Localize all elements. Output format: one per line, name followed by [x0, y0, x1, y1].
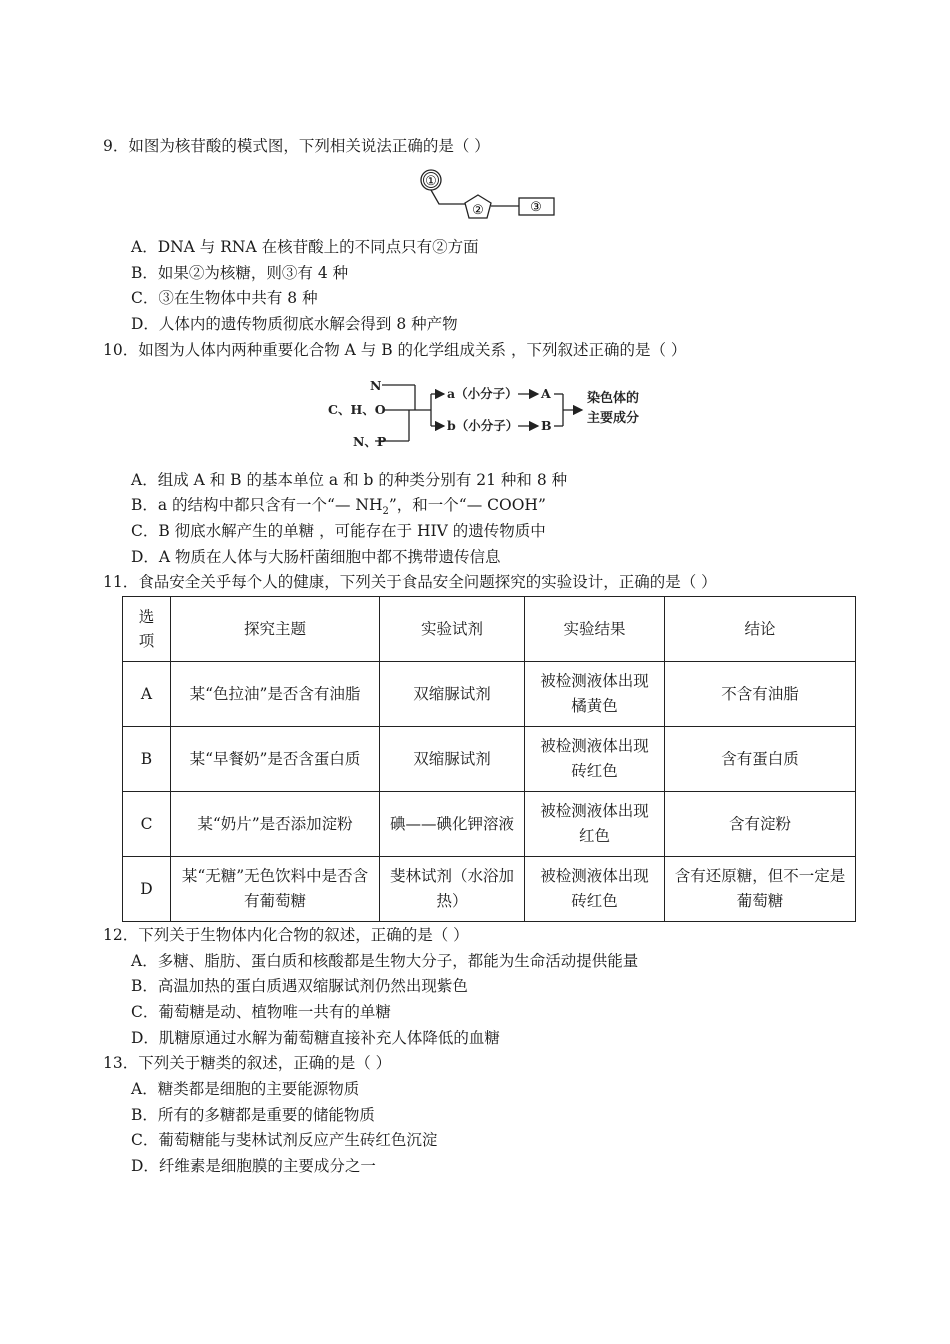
phosphate-label: ① — [425, 174, 437, 189]
q10-option-b-post: ”，和一个“— COOH” — [388, 496, 546, 514]
header-topic: 探究主题 — [171, 597, 380, 662]
header-result: 实验结果 — [525, 597, 665, 662]
table-cell: 被检测液体出现砖红色 — [525, 727, 665, 792]
compound-a: A — [541, 386, 551, 401]
table-cell: D — [123, 857, 171, 922]
header-conclusion: 结论 — [665, 597, 856, 662]
header-reagent: 实验试剂 — [380, 597, 525, 662]
q10-option-c: C．B 彻底水解产生的单糖 ，可能存在于 HIV 的遗传物质中 — [131, 522, 546, 540]
table-cell: 被检测液体出现红色 — [525, 792, 665, 857]
element-np: N、P — [353, 434, 387, 449]
q9-option-c: C．③在生物体中共有 8 种 — [131, 289, 318, 307]
q13-option-d: D．纤维素是细胞膜的主要成分之一 — [131, 1157, 376, 1175]
table-cell: 被检测液体出现橘黄色 — [525, 662, 665, 727]
table-row — [123, 792, 856, 857]
table-cell: 某“无糖”无色饮料中是否含有葡萄糖 — [171, 857, 380, 922]
table-cell: A — [123, 662, 171, 727]
a-label: a（小分子） — [447, 386, 518, 401]
table-cell: 双缩脲试剂 — [380, 662, 525, 727]
table-header-row — [123, 597, 856, 662]
sugar-label: ② — [472, 203, 484, 218]
b-label: b（小分子） — [447, 418, 519, 433]
table-cell: B — [123, 727, 171, 792]
element-n: N — [370, 378, 382, 393]
q13-option-a: A．糖类都是细胞的主要能源物质 — [131, 1080, 360, 1098]
q9-option-a: A．DNA 与 RNA 在核苷酸上的不同点只有②方面 — [131, 238, 479, 256]
table-cell: 碘——碘化钾溶液 — [380, 792, 525, 857]
result-line2: 主要成分 — [587, 411, 640, 426]
q9-option-b: B．如果②为核糖，则③有 4 种 — [131, 264, 349, 282]
table-cell: C — [123, 792, 171, 857]
q10-option-d: D．A 物质在人体与大肠杆菌细胞中都不携带遗传信息 — [131, 548, 501, 566]
q12-stem: 12．下列关于生物体内化合物的叙述，正确的是（ ） — [103, 926, 469, 944]
q9-stem: 9．如图为核苷酸的模式图，下列相关说法正确的是（ ） — [103, 137, 490, 155]
table-cell: 含有淀粉 — [665, 792, 856, 857]
q12-option-c: C．葡萄糖是动、植物唯一共有的单糖 — [131, 1003, 391, 1021]
table-cell: 含有蛋白质 — [665, 727, 856, 792]
table-cell: 不含有油脂 — [665, 662, 856, 727]
compound-b: B — [541, 418, 552, 433]
table-cell: 含有还原糖，但不一定是葡萄糖 — [665, 857, 856, 922]
table-cell: 斐林试剂（水浴加热） — [380, 857, 525, 922]
base-label: ③ — [530, 200, 542, 215]
q10-stem: 10．如图为人体内两种重要化合物 A 与 B 的化学组成关系 ，下列叙述正确的是（ ） — [103, 341, 687, 359]
compound-diagram — [325, 372, 655, 456]
q10-option-b-pre: B．a 的结构中都只含有一个“— NH — [131, 496, 383, 514]
table-row — [123, 857, 856, 922]
q10-option-b-sub: 2 — [382, 506, 389, 518]
nucleotide-diagram — [415, 166, 560, 222]
table-row — [123, 727, 856, 792]
q12-option-a: A．多糖、脂肪、蛋白质和核酸都是生物大分子，都能为生命活动提供能量 — [131, 952, 639, 970]
q11-stem: 11．食品安全关乎每个人的健康，下列关于食品安全问题探究的实验设计，正确的是（ ） — [103, 573, 717, 591]
header-option: 选项 — [123, 597, 171, 662]
q9-option-d: D．人体内的遗传物质彻底水解会得到 8 种产物 — [131, 315, 458, 333]
experiment-table — [122, 596, 856, 922]
result-line1: 染色体的 — [587, 391, 640, 406]
element-cho: C、H、O — [328, 402, 386, 417]
table-cell: 某“色拉油”是否含有油脂 — [171, 662, 380, 727]
q13-option-c: C．葡萄糖能与斐林试剂反应产生砖红色沉淀 — [131, 1131, 438, 1149]
q12-option-d: D．肌糖原通过水解为葡萄糖直接补充人体降低的血糖 — [131, 1029, 500, 1047]
q13-option-b: B．所有的多糖都是重要的储能物质 — [131, 1106, 375, 1124]
table-row — [123, 662, 856, 727]
table-cell: 被检测液体出现砖红色 — [525, 857, 665, 922]
q12-option-b: B．高温加热的蛋白质遇双缩脲试剂仍然出现紫色 — [131, 977, 468, 995]
q10-option-a: A．组成 A 和 B 的基本单位 a 和 b 的种类分别有 21 种和 8 种 — [131, 471, 568, 489]
table-cell: 某“奶片”是否添加淀粉 — [171, 792, 380, 857]
table-cell: 某“早餐奶”是否含蛋白质 — [171, 727, 380, 792]
q10-option-b — [131, 495, 546, 522]
table-cell: 双缩脲试剂 — [380, 727, 525, 792]
q13-stem: 13．下列关于糖类的叙述，正确的是（ ） — [103, 1054, 392, 1072]
